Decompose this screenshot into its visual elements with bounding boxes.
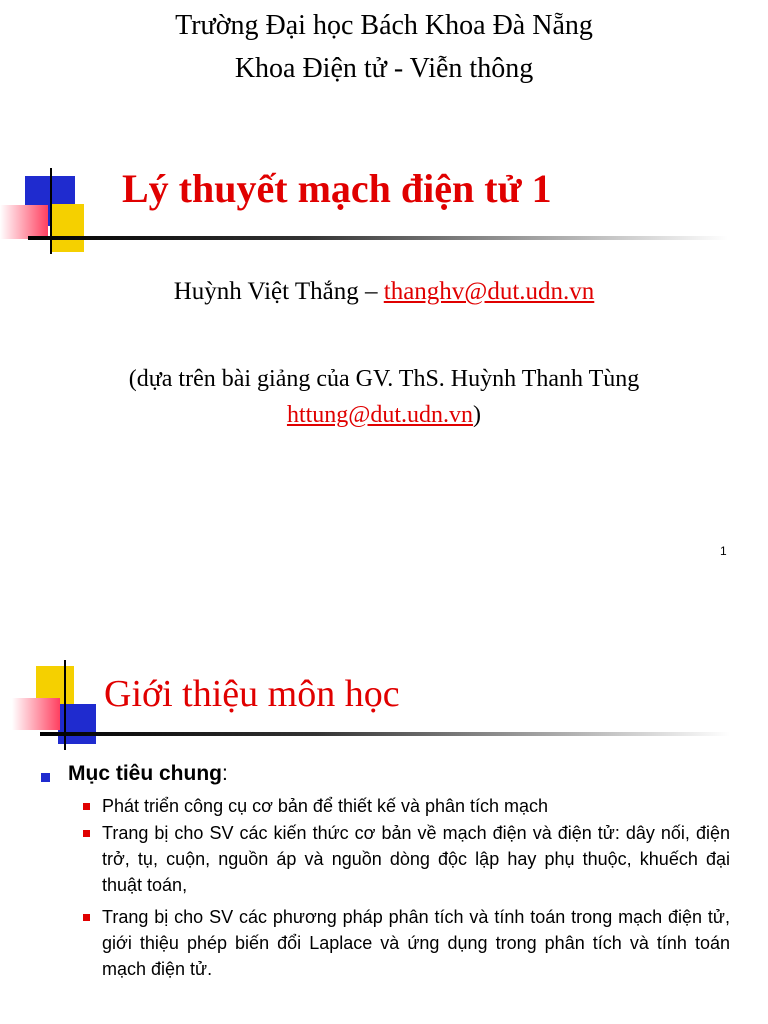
university-name: Trường Đại học Bách Khoa Đà Nẵng: [175, 10, 593, 41]
faculty-name: Khoa Điện tử - Viễn thông: [234, 53, 534, 84]
title-underline-2: [40, 732, 730, 736]
bullet-marker: [41, 773, 50, 782]
sub-bullet-marker: [83, 803, 90, 810]
slide-title: Giới thiệu môn học: [104, 673, 400, 715]
objective-heading-text: Mục tiêu chung: [68, 762, 222, 785]
slide-2: [0, 640, 768, 1024]
note-line-2: [0, 400, 768, 430]
lecturer-email-link[interactable]: httung@dut.udn.vn: [286, 402, 474, 428]
sub-bullet-marker: [83, 914, 90, 921]
author-line: [0, 278, 768, 306]
objective-item: Trang bị cho SV các phương pháp phân tích và tính toán trong mạch điện tử, giới thiệu phép biến đổi Laplace và ứng dụng trong phân tích và tính toán mạch điện tử.: [102, 907, 730, 979]
objective-heading: [68, 762, 228, 786]
author-name: Huỳnh Việt Thắng –: [173, 278, 384, 305]
sub-bullet-marker: [83, 830, 90, 837]
objective-heading-colon: :: [222, 762, 228, 785]
note-close: ): [473, 402, 482, 428]
note-line-1: (dựa trên bài giảng của GV. ThS. Huỳnh Thanh Tùng: [128, 366, 640, 392]
author-email-link[interactable]: thanghv@dut.udn.vn: [383, 278, 595, 305]
title-underline: [28, 236, 728, 240]
course-title: Lý thuyết mạch điện tử 1: [122, 166, 552, 211]
page-number: 1: [720, 544, 727, 558]
objective-item: Phát triển công cụ cơ bản để thiết kế và phân tích mạch: [102, 796, 549, 816]
objective-item: Trang bị cho SV các kiến thức cơ bản về mạch điện và điện tử: dây nối, điện trở, tụ, cuộn, nguồn áp và nguồn dòng độc lập hay phụ thuộc, khuếch đại thuật toán,: [102, 823, 730, 895]
